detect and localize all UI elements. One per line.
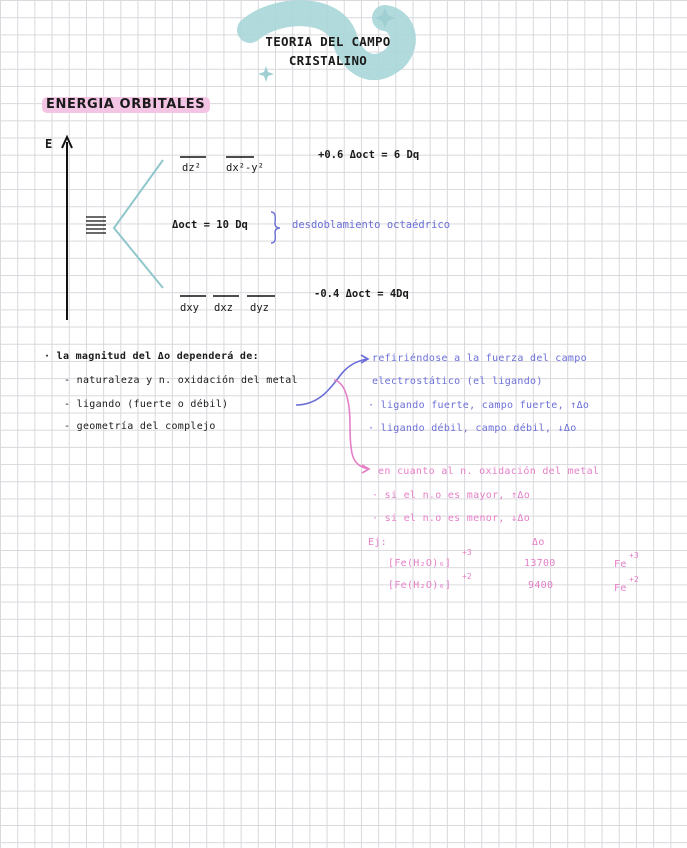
oxidation-note-2: · si el n.o es mayor, ↑Δo — [372, 490, 531, 501]
sparkle-icon — [258, 66, 274, 82]
orbital-label-dz2: dz² — [182, 162, 201, 174]
orbital-label-dxz: dxz — [214, 302, 233, 314]
ligand-note-2: electrostático (el ligando) — [372, 376, 543, 387]
oxidation-connector-curve — [334, 380, 368, 469]
ligand-note-4: · ligando débil, campo débil, ↓Δo — [368, 423, 577, 434]
section-heading: ENERGIA ORBITALES — [46, 97, 206, 112]
example-ion-1: Fe — [614, 559, 627, 570]
example-value-1: 13700 — [524, 558, 556, 569]
note-main: · la magnitud del Δo dependerá de: — [44, 351, 259, 362]
ligand-connector-curve — [296, 359, 367, 405]
degenerate-levels — [86, 217, 106, 233]
split-note: desdoblamiento octaédrico — [292, 219, 451, 231]
oxidation-note-3: · si el n.o es menor, ↓Δo — [372, 513, 531, 524]
example-column-header: Δo — [532, 537, 545, 548]
t2g-energy-label: -0.4 Δoct = 4Dq — [314, 288, 409, 300]
orbital-label-dyz: dyz — [250, 302, 269, 314]
orbital-label-dx2y2: dx²-y² — [226, 162, 264, 174]
example-formula-2-charge: +2 — [462, 572, 472, 581]
example-label: Ej: — [368, 537, 387, 548]
ligand-note-3: · ligando fuerte, campo fuerte, ↑Δo — [368, 400, 590, 411]
energy-axis-label: E — [45, 137, 53, 151]
example-value-2: 9400 — [528, 580, 554, 591]
note-item-geometry: - geometría del complejo — [64, 421, 216, 432]
eg-energy-label: +0.6 Δoct = 6 Dq — [318, 149, 420, 161]
orbital-label-dxy: dxy — [180, 302, 199, 314]
splitting-lines — [114, 160, 163, 288]
example-ion-2-charge: +2 — [629, 575, 639, 584]
example-ion-1-charge: +3 — [629, 551, 639, 560]
note-item-metal: - naturaleza y n. oxidación del metal — [64, 375, 298, 386]
split-energy-label: Δoct = 10 Dq — [172, 219, 248, 231]
example-formula-1: [Fe(H₂O)₆] — [388, 558, 452, 569]
example-formula-1-charge: +3 — [462, 548, 472, 557]
split-brace-icon — [271, 212, 280, 243]
page-title-line2: CRISTALINO — [288, 53, 368, 68]
page-title-line1: TEORIA DEL CAMPO — [265, 34, 391, 49]
note-item-ligand: - ligando (fuerte o débil) — [64, 399, 229, 410]
oxidation-note-1: en cuanto al n. oxidación del metal — [378, 466, 600, 477]
example-formula-2: [Fe(H₂O)₆] — [388, 580, 452, 591]
ligand-note-1: refiriéndose a la fuerza del campo — [372, 353, 587, 364]
example-ion-2: Fe — [614, 583, 627, 594]
